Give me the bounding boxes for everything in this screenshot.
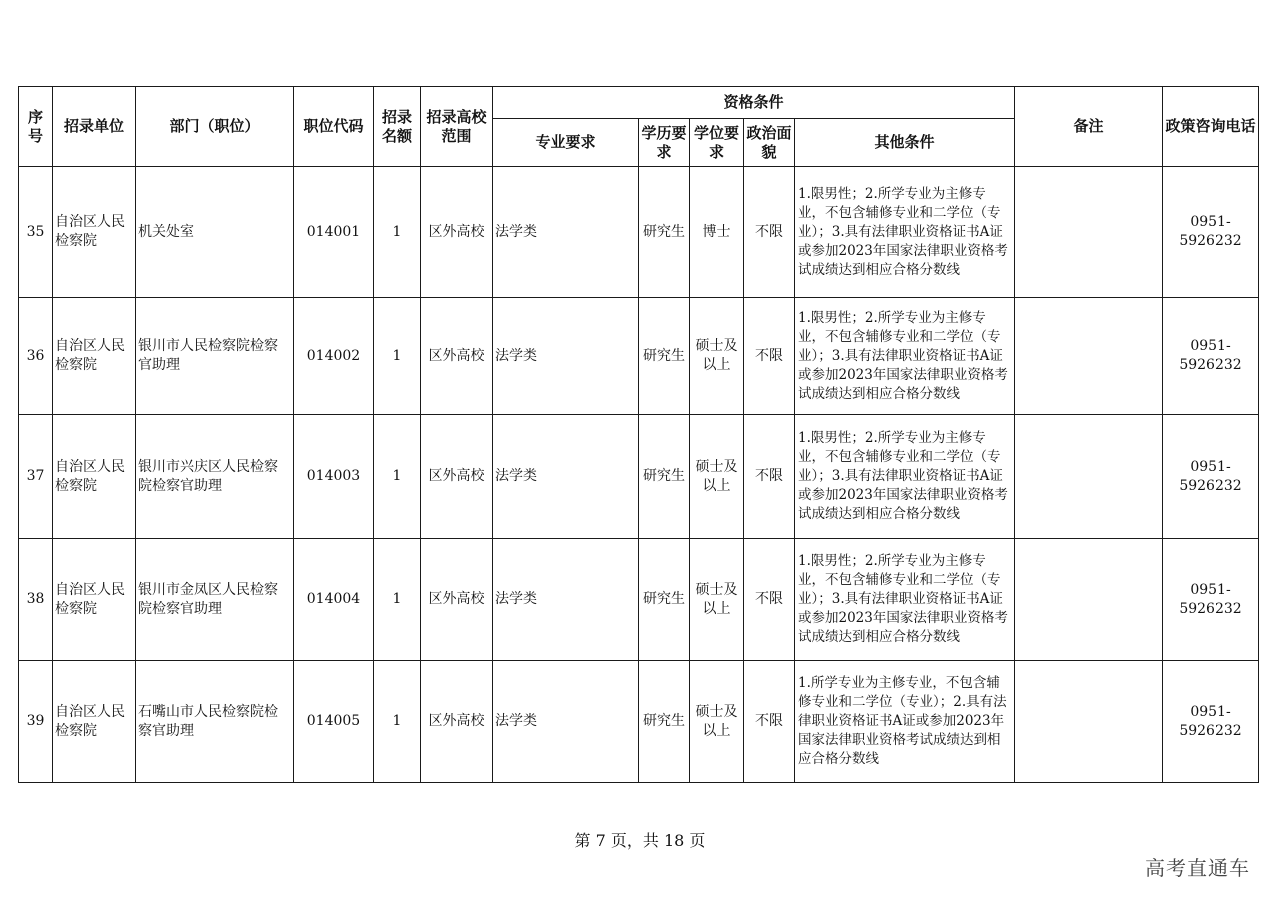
table-row	[19, 539, 1259, 661]
cell-major: 法学类	[493, 661, 639, 783]
page-number: 第 7 页，共 18 页	[574, 831, 706, 850]
cell-political: 不限	[744, 167, 795, 298]
cell-phone: 0951-5926232	[1163, 298, 1259, 415]
cell-major: 法学类	[493, 539, 639, 661]
cell-phone: 0951-5926232	[1163, 167, 1259, 298]
cell-edu: 研究生	[639, 298, 690, 415]
cell-code: 014001	[294, 167, 374, 298]
cell-political: 不限	[744, 298, 795, 415]
cell-phone: 0951-5926232	[1163, 539, 1259, 661]
cell-political: 不限	[744, 539, 795, 661]
cell-dept: 银川市人民检察院检察官助理	[136, 298, 294, 415]
header-dept: 部门（职位）	[136, 87, 294, 167]
cell-unit: 自治区人民检察院	[53, 661, 136, 783]
cell-other: 1.限男性；2.所学专业为主修专业，不包含辅修专业和二学位（专业）；3.具有法律职业资格证书A证或参加2023年国家法律职业资格考试成绩达到相应合格分数线	[795, 415, 1015, 539]
cell-edu: 研究生	[639, 661, 690, 783]
cell-remark	[1015, 415, 1163, 539]
cell-school: 区外高校	[421, 661, 493, 783]
table-row	[19, 167, 1259, 298]
cell-dept: 银川市金凤区人民检察院检察官助理	[136, 539, 294, 661]
cell-major: 法学类	[493, 298, 639, 415]
header-major: 专业要求	[493, 119, 639, 167]
cell-political: 不限	[744, 661, 795, 783]
cell-unit: 自治区人民检察院	[53, 167, 136, 298]
cell-seq: 38	[19, 539, 53, 661]
cell-remark	[1015, 298, 1163, 415]
header-remark: 备注	[1015, 87, 1163, 167]
cell-remark	[1015, 661, 1163, 783]
header-phone: 政策咨询电话	[1163, 87, 1259, 167]
cell-code: 014004	[294, 539, 374, 661]
cell-seq: 39	[19, 661, 53, 783]
cell-seq: 36	[19, 298, 53, 415]
cell-seq: 35	[19, 167, 53, 298]
header-school: 招录高校范围	[421, 87, 493, 167]
cell-quota: 1	[374, 298, 421, 415]
cell-degree: 硕士及以上	[690, 661, 744, 783]
header-edu: 学历要求	[639, 119, 690, 167]
header-unit: 招录单位	[53, 87, 136, 167]
cell-code: 014005	[294, 661, 374, 783]
cell-school: 区外高校	[421, 167, 493, 298]
cell-phone: 0951-5926232	[1163, 415, 1259, 539]
cell-edu: 研究生	[639, 539, 690, 661]
cell-quota: 1	[374, 415, 421, 539]
cell-seq: 37	[19, 415, 53, 539]
cell-quota: 1	[374, 167, 421, 298]
cell-unit: 自治区人民检察院	[53, 539, 136, 661]
cell-edu: 研究生	[639, 415, 690, 539]
header-other: 其他条件	[795, 119, 1015, 167]
cell-code: 014002	[294, 298, 374, 415]
cell-other: 1.所学专业为主修专业，不包含辅修专业和二学位（专业）；2.具有法律职业资格证书A证或参加2023年国家法律职业资格考试成绩达到相应合格分数线	[795, 661, 1015, 783]
header-political: 政治面貌	[744, 119, 795, 167]
header-degree: 学位要求	[690, 119, 744, 167]
cell-major: 法学类	[493, 415, 639, 539]
cell-degree: 硕士及以上	[690, 415, 744, 539]
header-qualifications: 资格条件	[493, 87, 1015, 119]
cell-political: 不限	[744, 415, 795, 539]
cell-major: 法学类	[493, 167, 639, 298]
cell-dept: 银川市兴庆区人民检察院检察官助理	[136, 415, 294, 539]
cell-degree: 博士	[690, 167, 744, 298]
cell-degree: 硕士及以上	[690, 298, 744, 415]
cell-dept: 机关处室	[136, 167, 294, 298]
cell-remark	[1015, 167, 1163, 298]
cell-quota: 1	[374, 539, 421, 661]
cell-edu: 研究生	[639, 167, 690, 298]
cell-phone: 0951-5926232	[1163, 661, 1259, 783]
cell-other: 1.限男性；2.所学专业为主修专业，不包含辅修专业和二学位（专业）；3.具有法律职业资格证书A证或参加2023年国家法律职业资格考试成绩达到相应合格分数线	[795, 539, 1015, 661]
header-row-1	[19, 87, 1259, 119]
recruitment-table	[18, 86, 1259, 783]
cell-code: 014003	[294, 415, 374, 539]
cell-other: 1.限男性；2.所学专业为主修专业，不包含辅修专业和二学位（专业）；3.具有法律职业资格证书A证或参加2023年国家法律职业资格考试成绩达到相应合格分数线	[795, 167, 1015, 298]
cell-dept: 石嘴山市人民检察院检察官助理	[136, 661, 294, 783]
cell-school: 区外高校	[421, 415, 493, 539]
table-row	[19, 298, 1259, 415]
table-row	[19, 415, 1259, 539]
cell-unit: 自治区人民检察院	[53, 415, 136, 539]
header-seq: 序号	[19, 87, 53, 167]
cell-degree: 硕士及以上	[690, 539, 744, 661]
cell-school: 区外高校	[421, 298, 493, 415]
cell-remark	[1015, 539, 1163, 661]
cell-other: 1.限男性；2.所学专业为主修专业，不包含辅修专业和二学位（专业）；3.具有法律职业资格证书A证或参加2023年国家法律职业资格考试成绩达到相应合格分数线	[795, 298, 1015, 415]
cell-unit: 自治区人民检察院	[53, 298, 136, 415]
watermark: 高考直通车	[1145, 856, 1250, 880]
header-quota: 招录名额	[374, 87, 421, 167]
cell-quota: 1	[374, 661, 421, 783]
table-row	[19, 661, 1259, 783]
header-code: 职位代码	[294, 87, 374, 167]
cell-school: 区外高校	[421, 539, 493, 661]
